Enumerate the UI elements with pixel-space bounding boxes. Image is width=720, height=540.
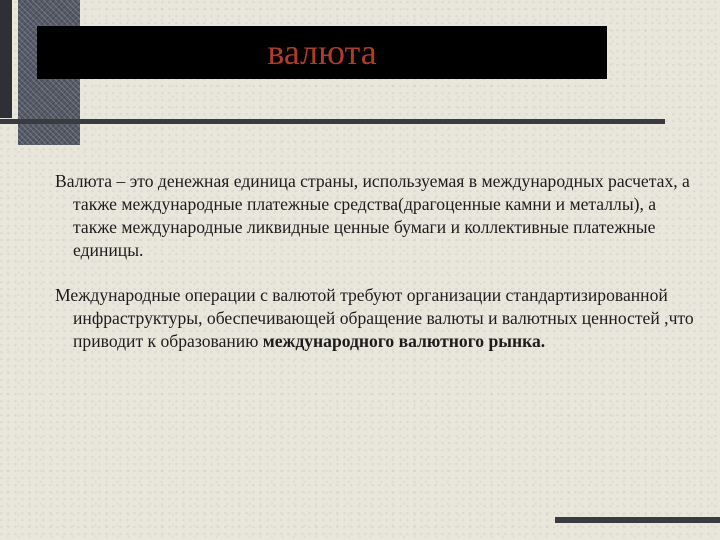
slide-title: валюта	[267, 32, 377, 72]
paragraph-operations-emphasis: международного валютного рынка.	[262, 331, 546, 351]
bottom-right-rule	[555, 517, 720, 523]
paragraph-operations-text: Международные операции с валютой требуют организации стандартизированной инфраструктуры, обеспечивающей обращение валюты и валютных ценностей ,что приводит к образованию	[55, 285, 694, 351]
paragraph-operations	[55, 284, 695, 353]
title-underline-rule	[0, 119, 665, 124]
paragraph-definition: Валюта – это денежная единица страны, используемая в международных расчетах, а также международные платежные средства(драгоценные камни и металлы), а также международные ликвидные ценные бумаги и коллективные платежные единицы.	[55, 171, 690, 260]
decorative-dark-bar	[0, 0, 12, 118]
slide-body	[55, 170, 695, 375]
title-bar	[37, 26, 607, 79]
